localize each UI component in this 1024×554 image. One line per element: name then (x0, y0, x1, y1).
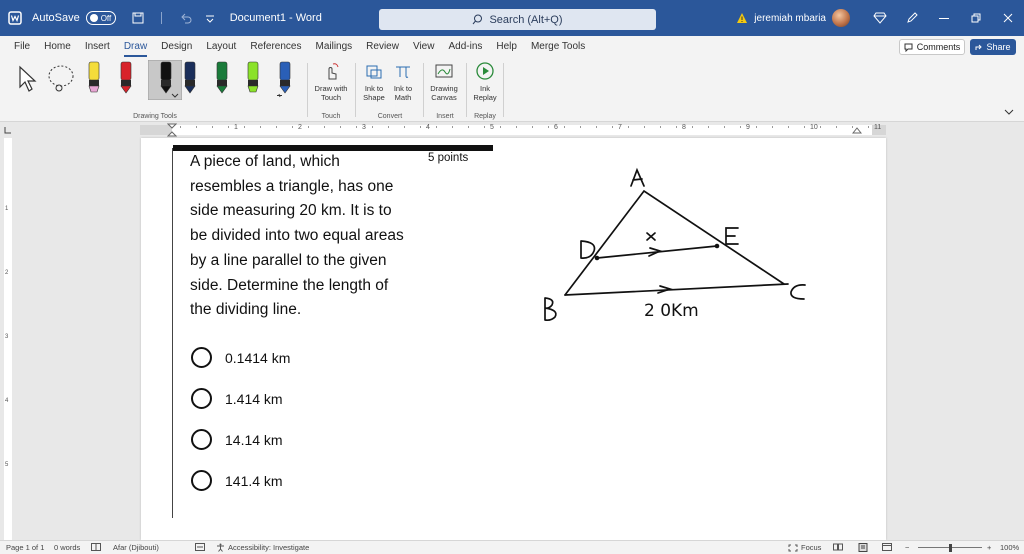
menu-tab-file[interactable] (7, 36, 37, 57)
user-name[interactable]: jeremiah mbaria (754, 12, 826, 24)
search-icon (472, 14, 483, 25)
ruler-tick (404, 126, 405, 128)
zoom-slider-thumb[interactable] (949, 544, 952, 552)
menu-tab-references[interactable] (243, 36, 308, 57)
zoom-level[interactable]: 100% (1000, 543, 1020, 552)
radio-button[interactable] (191, 429, 212, 450)
ruler-number: 10 (810, 124, 818, 131)
ruler-tick (868, 126, 869, 128)
ruler-tick (692, 126, 693, 128)
ruler-tick (628, 126, 629, 128)
select-arrow-icon[interactable] (16, 65, 40, 93)
ruler-tick (660, 126, 661, 128)
menu-bar (0, 36, 1024, 57)
close-icon[interactable] (992, 0, 1024, 36)
ruler-tick (500, 126, 501, 128)
ruler-tick (276, 126, 277, 128)
ruler-tick (564, 126, 565, 128)
letter-c-mark (791, 285, 805, 299)
convert-group (357, 57, 423, 122)
pen-tool-2[interactable] (116, 60, 136, 103)
web-layout-icon[interactable] (882, 543, 892, 551)
text-predictions-status[interactable] (195, 543, 205, 551)
vertical-ruler-number: 4 (5, 398, 9, 404)
menu-tab-label: File (14, 41, 31, 52)
ruler-number: 9 (746, 124, 750, 131)
drawing-tools-group (0, 57, 310, 122)
letter-x-mark (647, 233, 655, 240)
menu-tab-label: Review (366, 41, 399, 52)
ruler-tick (372, 126, 373, 128)
question-line: side measuring 20 km. It is to (190, 202, 392, 220)
title-bar (0, 0, 1024, 36)
drawing-canvas-label: Drawing Canvas (430, 84, 458, 102)
base-length-mark: 2 0Km (644, 301, 699, 321)
menu-tab-label: Insert (84, 41, 110, 52)
ruler-tick (820, 126, 821, 128)
ruler-tick (612, 126, 613, 128)
page-count[interactable]: Page 1 of 1 (6, 543, 45, 552)
option-label: 0.1414 km (225, 349, 291, 366)
menu-tab-design[interactable] (154, 36, 199, 57)
document-page[interactable] (141, 138, 886, 540)
ruler-body (172, 125, 872, 135)
radio-button[interactable] (191, 388, 212, 409)
menu-tab-add-ins[interactable] (441, 36, 489, 57)
highlighter-icon (84, 60, 104, 100)
letter-a-mark (631, 170, 644, 186)
pen-icon (148, 60, 182, 100)
ribbon (0, 57, 1024, 122)
answer-option[interactable] (191, 347, 290, 368)
undo-icon[interactable] (179, 11, 193, 25)
ruler-tick (676, 126, 677, 128)
ruler-tick (180, 126, 181, 128)
pen-tool-3[interactable] (148, 60, 182, 103)
replay-group (467, 57, 503, 122)
vertical-ruler-number: 2 (5, 270, 9, 276)
menu-tab-layout[interactable] (199, 36, 243, 57)
comments-button[interactable] (899, 39, 965, 55)
menu-tab-label: Draw (124, 41, 147, 57)
minimize-icon[interactable] (928, 0, 960, 36)
ruler-tick (516, 126, 517, 128)
ruler-tick (388, 126, 389, 128)
lasso-select-icon[interactable] (46, 63, 78, 95)
vertical-ruler[interactable] (0, 138, 16, 540)
ruler-number: 8 (682, 124, 686, 131)
menu-tab-home[interactable] (37, 36, 78, 57)
draw-with-touch-button[interactable] (314, 60, 348, 102)
document-title: Document1 - Word (229, 12, 322, 24)
convert-group-label: Convert (377, 113, 403, 120)
replay-group-label: Replay (474, 113, 496, 120)
accessibility-label: Accessibility: Investigate (228, 543, 310, 552)
ribbon-separator (423, 63, 424, 117)
ruler-tick (468, 126, 469, 128)
ruler-number: 7 (618, 124, 622, 131)
answer-option[interactable] (191, 429, 283, 450)
vertical-ruler-number: 5 (5, 462, 9, 468)
pen-tool-4[interactable] (180, 60, 200, 103)
point-e-dot (715, 244, 720, 249)
drawing-canvas-button[interactable] (427, 60, 461, 102)
ruler-tick (228, 126, 229, 128)
ruler-tick (836, 126, 837, 128)
menu-tab-label: Layout (206, 41, 237, 52)
diamond-icon[interactable] (864, 0, 896, 36)
share-button[interactable] (970, 39, 1016, 55)
insert-group-label: Insert (436, 113, 454, 120)
share-icon (975, 43, 983, 51)
ruler-tick (580, 126, 581, 128)
zoom-out-button[interactable]: − (905, 543, 910, 552)
autosave-label: AutoSave (32, 12, 80, 24)
point-d-dot (595, 256, 600, 261)
question-line: side. Determine the length of (190, 276, 389, 294)
ruler-tick (452, 126, 453, 128)
ruler-tick (244, 126, 245, 128)
letter-d-mark (581, 241, 594, 258)
focus-button[interactable] (788, 543, 821, 552)
autosave-toggle[interactable] (86, 11, 116, 25)
accessibility-status[interactable] (216, 543, 309, 552)
ruler-tick (532, 126, 533, 128)
menu-tab-label: Help (496, 41, 517, 52)
menu-tab-review[interactable] (359, 36, 406, 57)
ruler-tick (308, 126, 309, 128)
customize-toolbar-icon[interactable] (203, 11, 217, 25)
menu-tab-insert[interactable] (78, 36, 117, 57)
ruler-tick (644, 126, 645, 128)
touch-group-label: Touch (321, 113, 341, 120)
proofing-icon (91, 543, 101, 551)
menu-tab-label: Home (44, 41, 71, 52)
question-line: A piece of land, which (190, 153, 340, 170)
ink-to-math-icon (393, 61, 413, 81)
pen-icon[interactable] (896, 0, 928, 36)
proofing-status[interactable] (91, 543, 101, 551)
toggle-knob (90, 14, 98, 22)
ruler-tick (356, 126, 357, 128)
option-label: 14.14 km (225, 431, 283, 448)
zoom-in-button[interactable]: + (987, 543, 992, 552)
menu-tab-label: Merge Tools (530, 41, 586, 52)
warning-icon[interactable] (736, 12, 748, 24)
pen-icon (116, 60, 136, 100)
ruler-number: 2 (298, 124, 302, 131)
hand-touch-icon (321, 61, 341, 81)
points-label: 5 points (428, 152, 469, 164)
answer-option[interactable] (191, 470, 283, 491)
ruler-tick (772, 126, 773, 128)
ruler-tick (212, 126, 213, 128)
drawing-tools-label: Drawing Tools (133, 113, 177, 120)
menu-tab-view[interactable] (406, 36, 442, 57)
restore-icon[interactable] (960, 0, 992, 36)
radio-button[interactable] (191, 470, 212, 491)
avatar[interactable] (832, 9, 850, 27)
vertical-ruler-number: 1 (5, 206, 9, 212)
pen-tool-1[interactable] (84, 60, 104, 103)
ruler-number: 5 (490, 124, 494, 131)
ribbon-separator (503, 63, 504, 117)
search-placeholder: Search (Alt+Q) (489, 13, 563, 26)
ink-to-math-button[interactable] (386, 60, 420, 102)
menu-tab-draw[interactable] (117, 36, 154, 57)
focus-label: Focus (801, 543, 822, 552)
text-predictions-icon (195, 543, 205, 551)
highlighter-icon (243, 60, 263, 100)
chevron-down-icon[interactable] (1004, 107, 1014, 117)
letter-e-mark (726, 228, 738, 244)
triangle-sides (565, 191, 784, 295)
autosave-state: Off (100, 13, 112, 23)
ruler-tick (484, 126, 485, 128)
ruler-number: 3 (362, 124, 366, 131)
word-app-icon (8, 11, 22, 25)
form-left-border (172, 148, 173, 518)
touch-group (310, 57, 352, 122)
tab-selector-icon[interactable] (4, 126, 12, 134)
ruler-tick (756, 126, 757, 128)
ink-to-shape-label: Ink to Shape (363, 84, 385, 102)
question-line: be divided into two equal areas (190, 227, 404, 245)
ruler-tick (260, 126, 261, 128)
ruler-tick (436, 126, 437, 128)
print-layout-icon[interactable] (858, 543, 868, 552)
ruler-tick (788, 126, 789, 128)
menu-tab-label: Mailings (315, 41, 353, 52)
ruler-number: 6 (554, 124, 558, 131)
ink-to-math-label: Ink to Math (393, 84, 413, 102)
read-mode-icon[interactable] (833, 543, 843, 551)
ribbon-separator (355, 63, 356, 117)
pen-icon (212, 60, 232, 100)
question-line: resembles a triangle, has one (190, 177, 394, 195)
language[interactable]: Afar (Djibouti) (113, 543, 159, 552)
ruler-tick (420, 126, 421, 128)
menu-tab-label: Add-ins (448, 41, 483, 52)
ribbon-separator (307, 63, 308, 117)
ink-to-shape-icon (364, 61, 384, 81)
focus-icon (788, 544, 798, 552)
ruler-tick (340, 126, 341, 128)
comments-label: Comments (916, 42, 961, 52)
insert-group (425, 57, 465, 122)
letter-b-mark (545, 298, 556, 320)
draw-with-touch-label: Draw with Touch (314, 84, 348, 102)
pen-tool-7[interactable] (275, 60, 295, 103)
pen-tool-6[interactable] (243, 60, 263, 103)
menu-tab-merge-tools[interactable] (524, 36, 592, 57)
menu-tab-help[interactable] (489, 36, 524, 57)
ruler-tick (708, 126, 709, 128)
question-text (190, 150, 425, 323)
pen-tool-5[interactable] (212, 60, 232, 103)
pen-icon (275, 60, 295, 100)
horizontal-ruler[interactable] (0, 122, 1024, 138)
save-icon[interactable] (131, 11, 145, 25)
option-label: 141.4 km (225, 472, 283, 489)
ruler-tick (548, 126, 549, 128)
accessibility-icon (216, 543, 225, 552)
ruler-tick (292, 126, 293, 128)
indent-marker-icon[interactable] (167, 123, 177, 137)
comment-icon (904, 43, 913, 52)
search-box[interactable] (379, 9, 656, 30)
question-line: the dividing line. (190, 301, 302, 319)
ruler-tick (724, 126, 725, 128)
right-indent-marker-icon[interactable] (852, 127, 862, 136)
menu-tab-label: Design (161, 41, 193, 52)
ruler-tick (324, 126, 325, 128)
option-label: 1.414 km (225, 390, 283, 407)
menu-tab-mailings[interactable] (308, 36, 359, 57)
triangle-diagram (545, 170, 805, 321)
pen-icon (180, 60, 200, 100)
question-line: by a line parallel to the given (190, 251, 387, 269)
ink-replay-button[interactable] (468, 60, 502, 102)
separator-icon (155, 11, 169, 25)
ruler-tick (196, 126, 197, 128)
triangle-base-bc (565, 284, 788, 295)
ruler-number: 11 (874, 124, 882, 131)
answer-option[interactable] (191, 388, 283, 409)
ruler-tick (596, 126, 597, 128)
ruler-tick (804, 126, 805, 128)
menu-tab-label: View (412, 41, 435, 52)
menu-tab-label: References (250, 41, 302, 52)
ruler-number: 4 (426, 124, 430, 131)
drawing-canvas-icon (434, 61, 454, 81)
ruler-number: 1 (234, 124, 238, 131)
word-count[interactable]: 0 words (54, 543, 81, 552)
radio-button[interactable] (191, 347, 212, 368)
share-label: Share (986, 42, 1011, 52)
status-bar (0, 540, 1024, 554)
vertical-ruler-number: 3 (5, 334, 9, 340)
ink-replay-icon (475, 61, 495, 81)
ruler-tick (740, 126, 741, 128)
ink-replay-label: Ink Replay (473, 84, 497, 102)
